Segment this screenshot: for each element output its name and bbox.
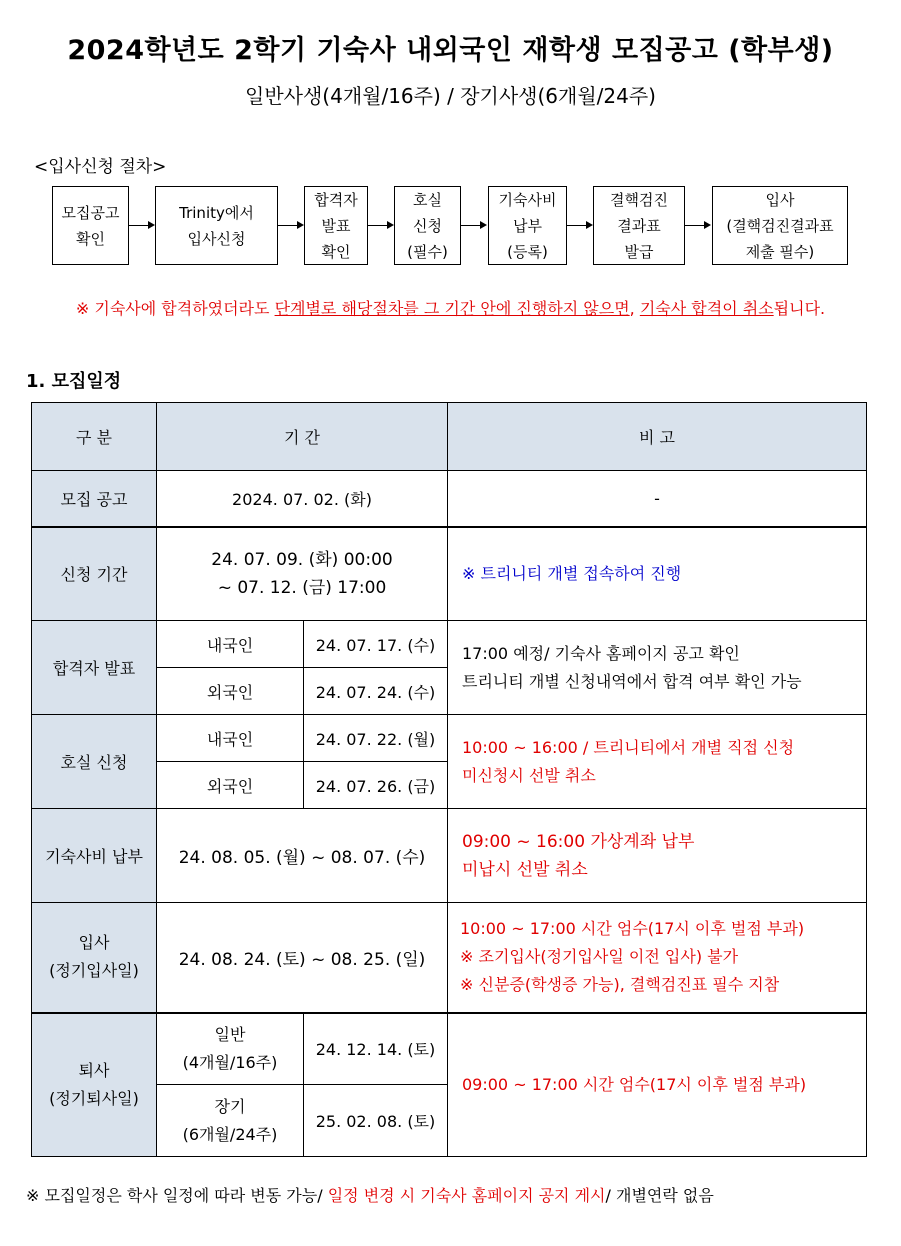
page-title: 2024학년도 2학기 기숙사 내외국인 재학생 모집공고 (학부생) — [67, 35, 834, 66]
table-row — [32, 1013, 867, 1085]
row-label-notice: 모집 공고 — [32, 471, 157, 527]
header-period: 기 간 — [157, 403, 448, 471]
schedule-table — [31, 402, 867, 1157]
table-row — [32, 809, 867, 903]
step-box-room: 호실 신청 (필수) — [394, 186, 461, 265]
result-foreign-date: 24. 07. 24. (수) — [304, 668, 448, 715]
room-domestic: 내국인 — [157, 715, 304, 762]
procedure-label: <입사신청 절차> — [34, 157, 167, 177]
arrow-icon — [567, 225, 591, 226]
arrow-icon — [685, 225, 709, 226]
result-domestic: 내국인 — [157, 621, 304, 668]
note-checkout: 09:00 ~ 17:00 시간 엄수(17시 이후 벌점 부과) — [448, 1013, 867, 1157]
table-row — [32, 903, 867, 1013]
table-row — [32, 621, 867, 668]
warning-text: ※ 기숙사에 합격하였더라도 단계별로 해당절차를 그 기간 안에 진행하지 않으면, 기숙사 합격이 취소됩니다. — [75, 299, 826, 318]
step-box-result: 합격자 발표 확인 — [304, 186, 368, 265]
note-notice: - — [448, 471, 867, 527]
room-foreign-date: 24. 07. 26. (금) — [304, 762, 448, 809]
checkout-general-date: 24. 12. 14. (토) — [304, 1013, 448, 1085]
note-checkin: 10:00 ~ 17:00 시간 엄수(17시 이후 벌점 부과) ※ 조기입사(정기입사일 이전 입사) 불가 ※ 신분증(학생증 가능), 결핵검진표 필수 지참 — [448, 903, 867, 1013]
room-domestic-date: 24. 07. 22. (월) — [304, 715, 448, 762]
checkout-long-date: 25. 02. 08. (토) — [304, 1085, 448, 1157]
table-row — [32, 715, 867, 762]
note-fee: 09:00 ~ 16:00 가상계좌 납부 미납시 선발 취소 — [448, 809, 867, 903]
table-row — [32, 527, 867, 621]
header-category: 구 분 — [32, 403, 157, 471]
row-label-apply: 신청 기간 — [32, 527, 157, 621]
arrow-icon — [278, 225, 302, 226]
step-box-fee: 기숙사비 납부 (등록) — [488, 186, 567, 265]
step-box-tb: 결핵검진 결과표 발급 — [593, 186, 685, 265]
period-notice: 2024. 07. 02. (화) — [157, 471, 448, 527]
period-fee: 24. 08. 05. (월) ~ 08. 07. (수) — [157, 809, 448, 903]
arrow-icon — [368, 225, 392, 226]
step-box-checkin: 입사 (결핵검진결과표 제출 필수) — [712, 186, 848, 265]
checkout-long: 장기 (6개월/24주) — [157, 1085, 304, 1157]
arrow-icon — [461, 225, 485, 226]
row-label-room: 호실 신청 — [32, 715, 157, 809]
arrow-icon — [129, 225, 153, 226]
checkout-general: 일반 (4개월/16주) — [157, 1013, 304, 1085]
step-box-notice: 모집공고 확인 — [52, 186, 129, 265]
room-foreign: 외국인 — [157, 762, 304, 809]
row-label-result: 합격자 발표 — [32, 621, 157, 715]
period-apply: 24. 07. 09. (화) 00:00 ~ 07. 12. (금) 17:00 — [157, 527, 448, 621]
note-result: 17:00 예정/ 기숙사 홈페이지 공고 확인 트리니티 개별 신청내역에서 합격 여부 확인 가능 — [448, 621, 867, 715]
note-apply: ※ 트리니티 개별 접속하여 진행 — [448, 527, 867, 621]
table-header-row — [32, 403, 867, 471]
note-room: 10:00 ~ 16:00 / 트리니티에서 개별 직접 신청 미신청시 선발 취소 — [448, 715, 867, 809]
section-title: 1. 모집일정 — [26, 371, 122, 392]
row-label-fee: 기숙사비 납부 — [32, 809, 157, 903]
period-checkin: 24. 08. 24. (토) ~ 08. 25. (일) — [157, 903, 448, 1013]
footer-note: ※ 모집일정은 학사 일정에 따라 변동 가능/ 일정 변경 시 기숙사 홈페이지 공지 게시/ 개별연락 없음 — [26, 1186, 714, 1205]
row-label-checkout: 퇴사 (정기퇴사일) — [32, 1013, 157, 1157]
row-label-checkin: 입사 (정기입사일) — [32, 903, 157, 1013]
page-subtitle: 일반사생(4개월/16주) / 장기사생(6개월/24주) — [245, 84, 656, 108]
result-foreign: 외국인 — [157, 668, 304, 715]
header-note: 비 고 — [448, 403, 867, 471]
table-row — [32, 471, 867, 527]
result-domestic-date: 24. 07. 17. (수) — [304, 621, 448, 668]
step-box-apply: Trinity에서 입사신청 — [155, 186, 278, 265]
